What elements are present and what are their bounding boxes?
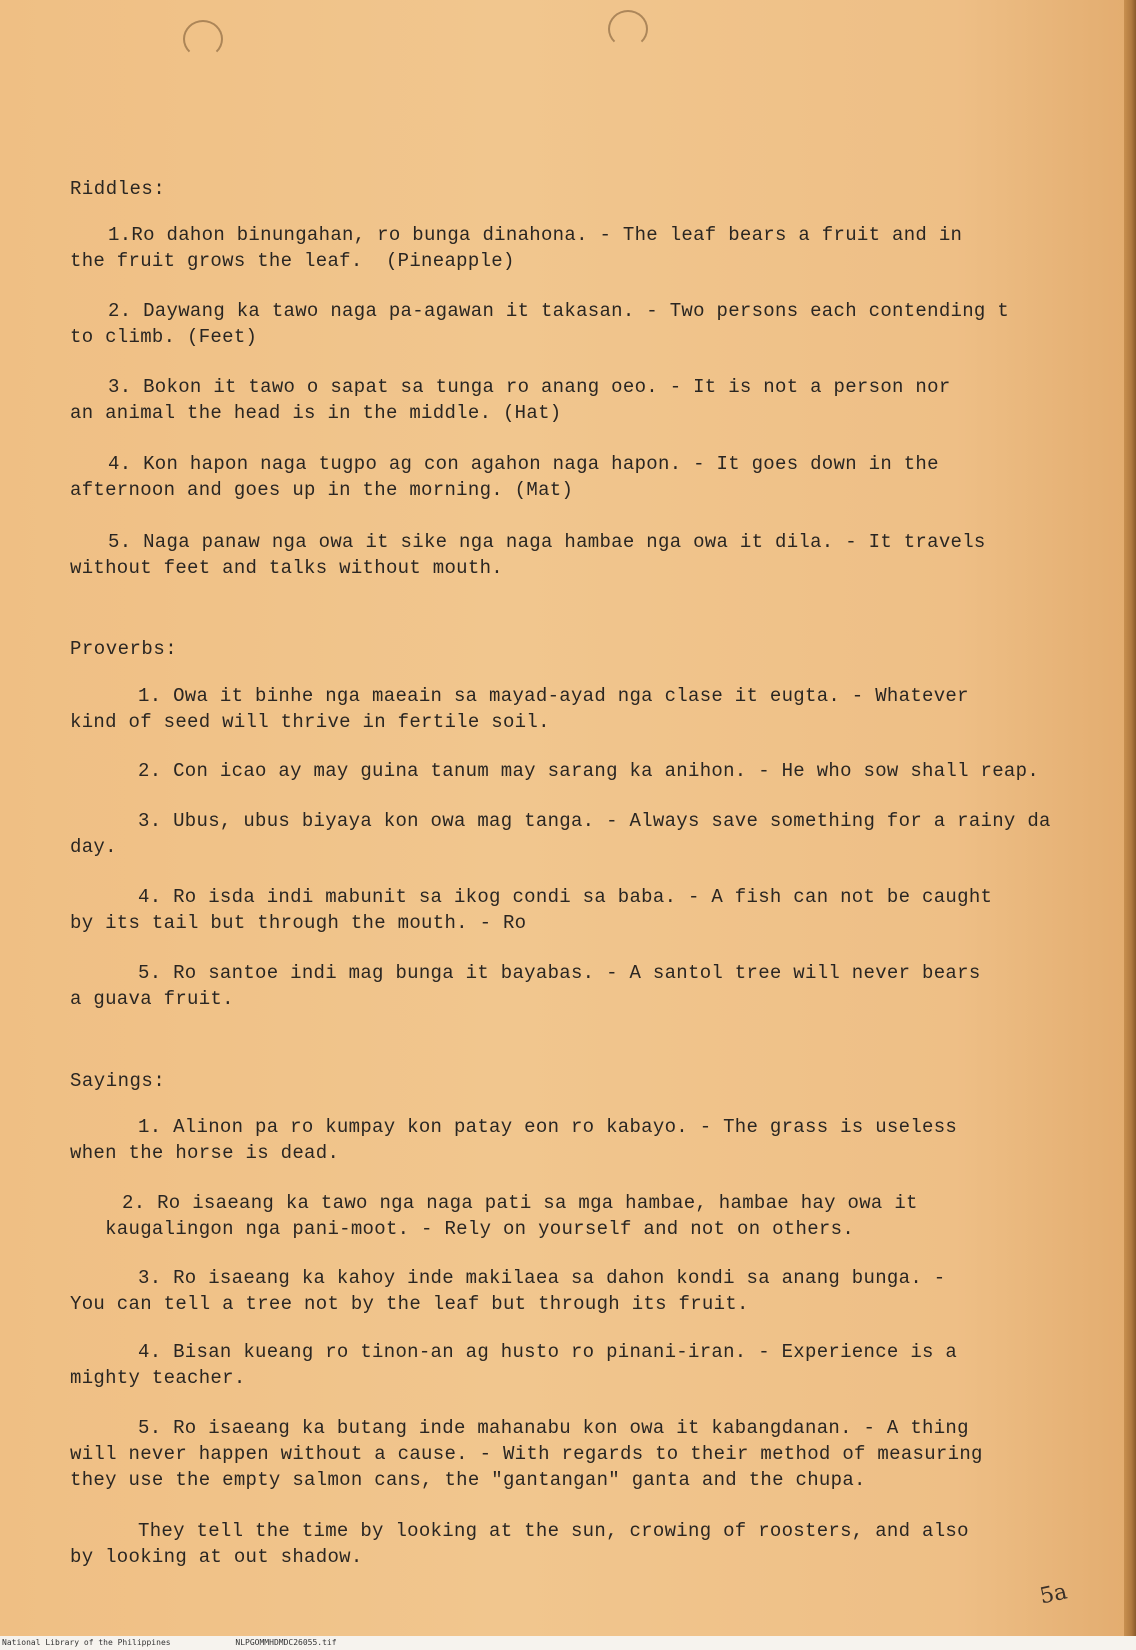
saying-3: 3. Ro isaeang ka kahoy inde makilaea sa dahon kondi sa anang bunga. - You can tell a tree not by the leaf but through its fruit. — [70, 1267, 946, 1315]
footer-filename: NLPGOMMHDMDC26055.tif — [235, 1638, 337, 1647]
proverb-4: 4. Ro isda indi mabunit sa ikog condi sa baba. - A fish can not be caught by its tail but through the mouth. - Ro — [70, 886, 993, 934]
riddle-1: 1.Ro dahon binungahan, ro bunga dinahona. - The leaf bears a fruit and in the fruit grows the leaf. (Pineapple) — [70, 224, 963, 272]
footer-library: National Library of the Philippines — [2, 1638, 171, 1647]
proverb-1: 1. Owa it binhe nga maeain sa mayad-ayad nga clase it eugta. - Whatever kind of seed will thrive in fertile soil. — [70, 685, 969, 733]
saying-1: 1. Alinon pa ro kumpay kon patay eon ro kabayo. - The grass is useless when the horse is dead. — [70, 1116, 958, 1164]
riddle-2: 2. Daywang ka tawo naga pa-agawan it takasan. - Two persons each contending t to climb. (Feet) — [70, 300, 1010, 348]
saying-2: 2. Ro isaeang ka tawo nga naga pati sa mga hambae, hambae hay owa it kaugalingon nga pani-moot. - Rely on yourself and not on others. — [105, 1192, 918, 1240]
closing-paragraph: They tell the time by looking at the sun, crowing of roosters, and also by looking at out shadow. — [70, 1520, 969, 1568]
handwritten-page-mark: 5a — [1037, 1579, 1070, 1610]
scan-footer — [0, 1636, 1136, 1650]
saying-4: 4. Bisan kueang ro tinon-an ag husto ro pinani-iran. - Experience is a mighty teacher. — [70, 1341, 958, 1389]
paper-edge — [1124, 0, 1136, 1650]
proverb-3: 3. Ubus, ubus biyaya kon owa mag tanga. - Always save something for a rainy da day. — [70, 810, 1051, 858]
proverbs-heading: Proverbs: — [70, 638, 178, 660]
punch-hole — [183, 20, 223, 58]
proverb-2: 2. Con icao ay may guina tanum may sarang ka anihon. - He who sow shall reap. — [138, 760, 1040, 782]
proverb-5: 5. Ro santoe indi mag bunga it bayabas. - A santol tree will never bears a guava fruit. — [70, 962, 981, 1010]
sayings-heading: Sayings: — [70, 1070, 166, 1092]
riddle-5: 5. Naga panaw nga owa it sike nga naga hambae nga owa it dila. - It travels without feet and talks without mouth. — [70, 531, 986, 579]
riddle-3: 3. Bokon it tawo o sapat sa tunga ro anang oeo. - It is not a person nor an animal the head is in the middle. (Hat) — [70, 376, 951, 424]
saying-5: 5. Ro isaeang ka butang inde mahanabu kon owa it kabangdanan. - A thing will never happen without a cause. - With regards to their method of measuring they use the empty salmon cans, the "gantangan" ganta and the chupa. — [70, 1417, 983, 1491]
riddles-heading: Riddles: — [70, 178, 166, 200]
riddle-4: 4. Kon hapon naga tugpo ag con agahon naga hapon. - It goes down in the afternoon and goes up in the morning. (Mat) — [70, 453, 939, 501]
punch-hole — [608, 10, 648, 48]
